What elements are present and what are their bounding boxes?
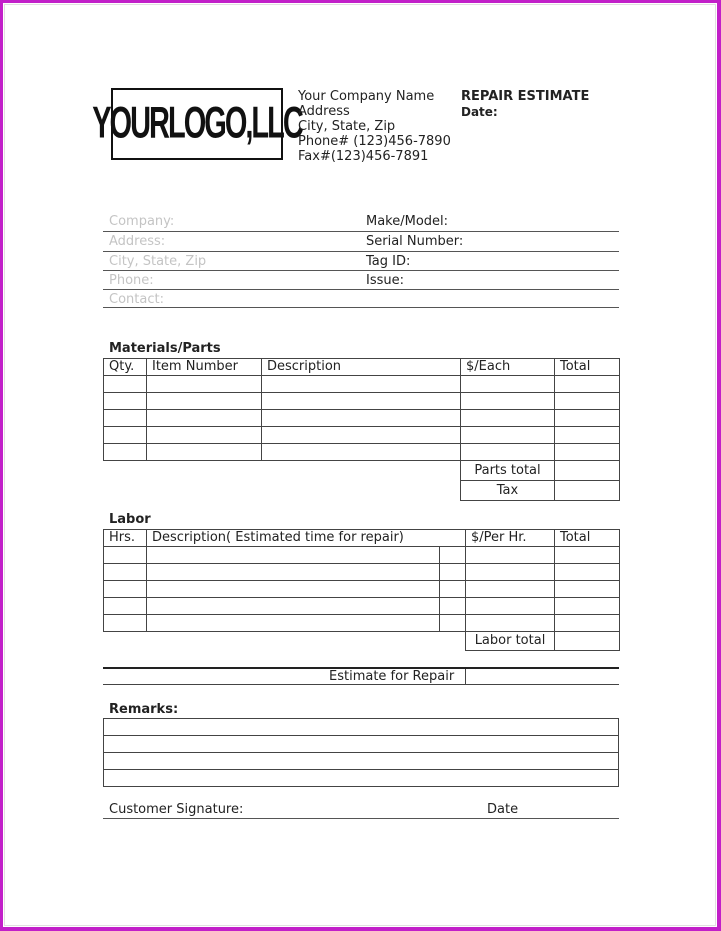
description-header: Description bbox=[262, 359, 461, 376]
table-cell[interactable] bbox=[104, 410, 147, 427]
table-row[interactable] bbox=[104, 376, 620, 393]
table-cell[interactable] bbox=[104, 427, 147, 444]
labor-description-header: Description( Estimated time for repair) bbox=[147, 530, 466, 547]
table-cell[interactable] bbox=[147, 427, 262, 444]
issue-label: Issue: bbox=[366, 273, 404, 288]
table-cell[interactable] bbox=[262, 444, 461, 461]
table-cell[interactable] bbox=[466, 547, 555, 564]
labor-section-title: Labor bbox=[109, 512, 151, 527]
table-cell[interactable] bbox=[466, 564, 555, 581]
table-cell[interactable] bbox=[461, 376, 555, 393]
table-cell[interactable] bbox=[555, 547, 620, 564]
table-row[interactable] bbox=[104, 444, 620, 461]
table-cell[interactable] bbox=[440, 615, 466, 632]
customer-company-label: Company: bbox=[109, 214, 175, 229]
table-row[interactable] bbox=[104, 427, 620, 444]
table-cell[interactable] bbox=[104, 393, 147, 410]
table-cell[interactable] bbox=[461, 410, 555, 427]
table-cell[interactable] bbox=[461, 393, 555, 410]
table-row[interactable] bbox=[104, 598, 620, 615]
table-cell[interactable] bbox=[440, 564, 466, 581]
table-row[interactable] bbox=[104, 581, 620, 598]
customer-phone-label: Phone: bbox=[109, 273, 154, 288]
table-cell[interactable] bbox=[104, 444, 147, 461]
table-cell[interactable] bbox=[440, 581, 466, 598]
table-cell[interactable] bbox=[147, 598, 440, 615]
company-city: City, State, Zip bbox=[298, 119, 396, 134]
company-phone: Phone# (123)456-7890 bbox=[298, 134, 451, 149]
company-name: Your Company Name bbox=[298, 89, 435, 104]
table-cell[interactable] bbox=[147, 581, 440, 598]
table-row[interactable] bbox=[104, 410, 620, 427]
labor-table bbox=[103, 529, 620, 632]
estimate-divider bbox=[465, 669, 466, 685]
table-cell[interactable] bbox=[104, 547, 147, 564]
customer-address-label: Address: bbox=[109, 234, 166, 249]
materials-table bbox=[103, 358, 620, 461]
table-cell[interactable] bbox=[147, 376, 262, 393]
table-cell[interactable] bbox=[555, 410, 620, 427]
signature-line[interactable] bbox=[103, 818, 619, 819]
materials-totals bbox=[460, 460, 620, 501]
table-cell[interactable] bbox=[262, 376, 461, 393]
price-each-header: $/Each bbox=[461, 359, 555, 376]
table-cell[interactable] bbox=[262, 427, 461, 444]
table-cell[interactable] bbox=[104, 615, 147, 632]
field-line[interactable] bbox=[103, 231, 619, 232]
table-cell[interactable] bbox=[147, 564, 440, 581]
customer-city-label: City, State, Zip bbox=[109, 254, 207, 269]
field-line[interactable] bbox=[103, 251, 619, 252]
table-cell[interactable] bbox=[104, 581, 147, 598]
field-line[interactable] bbox=[103, 307, 619, 308]
labor-total-label: Labor total bbox=[466, 632, 555, 651]
estimate-for-repair-label: Estimate for Repair bbox=[329, 669, 455, 684]
company-fax: Fax#(123)456-7891 bbox=[298, 149, 429, 164]
parts-total-value[interactable] bbox=[555, 461, 620, 481]
remarks-box[interactable] bbox=[103, 718, 619, 787]
total-header: Total bbox=[555, 359, 620, 376]
table-cell[interactable] bbox=[104, 598, 147, 615]
item-number-header: Item Number bbox=[147, 359, 262, 376]
company-logo bbox=[92, 88, 302, 160]
remarks-line[interactable] bbox=[104, 736, 618, 753]
table-cell[interactable] bbox=[461, 427, 555, 444]
table-cell[interactable] bbox=[147, 547, 440, 564]
table-cell[interactable] bbox=[555, 564, 620, 581]
table-cell[interactable] bbox=[466, 598, 555, 615]
table-cell[interactable] bbox=[262, 410, 461, 427]
parts-total-label: Parts total bbox=[461, 461, 555, 481]
table-row[interactable] bbox=[104, 547, 620, 564]
signature-date-label: Date bbox=[487, 802, 519, 817]
table-cell[interactable] bbox=[555, 444, 620, 461]
remarks-line[interactable] bbox=[104, 719, 618, 736]
tax-label: Tax bbox=[461, 481, 555, 501]
labor-totals bbox=[465, 631, 620, 651]
remarks-title: Remarks: bbox=[109, 702, 179, 717]
table-cell[interactable] bbox=[147, 410, 262, 427]
table-cell[interactable] bbox=[461, 444, 555, 461]
customer-contact-label: Contact: bbox=[109, 292, 164, 307]
parts-total-row bbox=[461, 461, 620, 481]
hours-header: Hrs. bbox=[104, 530, 147, 547]
field-line[interactable] bbox=[103, 270, 619, 271]
table-cell[interactable] bbox=[466, 615, 555, 632]
table-cell[interactable] bbox=[555, 598, 620, 615]
table-cell[interactable] bbox=[147, 615, 440, 632]
rate-header: $/Per Hr. bbox=[466, 530, 555, 547]
table-row[interactable] bbox=[104, 564, 620, 581]
labor-total-row bbox=[466, 632, 620, 651]
qty-header: Qty. bbox=[104, 359, 147, 376]
table-cell[interactable] bbox=[440, 547, 466, 564]
remarks-line[interactable] bbox=[104, 753, 618, 770]
tag-id-label: Tag ID: bbox=[366, 254, 411, 269]
table-cell[interactable] bbox=[104, 376, 147, 393]
serial-number-label: Serial Number: bbox=[366, 234, 464, 249]
labor-total-value[interactable] bbox=[555, 632, 620, 651]
table-cell[interactable] bbox=[555, 376, 620, 393]
make-model-label: Make/Model: bbox=[366, 214, 449, 229]
logo-text: YOURLOGO,LLC bbox=[92, 98, 302, 149]
table-cell[interactable] bbox=[555, 393, 620, 410]
table-cell[interactable] bbox=[555, 581, 620, 598]
company-address: Address bbox=[298, 104, 350, 119]
tax-value[interactable] bbox=[555, 481, 620, 501]
table-cell[interactable] bbox=[440, 598, 466, 615]
table-cell[interactable] bbox=[147, 444, 262, 461]
table-row[interactable] bbox=[104, 393, 620, 410]
table-cell[interactable] bbox=[262, 393, 461, 410]
table-cell[interactable] bbox=[466, 581, 555, 598]
table-cell[interactable] bbox=[104, 564, 147, 581]
table-row[interactable] bbox=[104, 615, 620, 632]
table-cell[interactable] bbox=[147, 393, 262, 410]
table-cell[interactable] bbox=[555, 427, 620, 444]
estimate-date-label: Date: bbox=[461, 105, 498, 119]
estimate-title: REPAIR ESTIMATE bbox=[461, 89, 590, 104]
materials-header-row bbox=[104, 359, 620, 376]
field-line[interactable] bbox=[103, 289, 619, 290]
tax-row bbox=[461, 481, 620, 501]
labor-header-row bbox=[104, 530, 620, 547]
table-cell[interactable] bbox=[555, 615, 620, 632]
materials-section-title: Materials/Parts bbox=[109, 341, 221, 356]
customer-signature-label: Customer Signature: bbox=[109, 802, 244, 817]
labor-total-header: Total bbox=[555, 530, 620, 547]
remarks-line[interactable] bbox=[104, 770, 618, 787]
estimate-summary-row bbox=[103, 667, 619, 685]
